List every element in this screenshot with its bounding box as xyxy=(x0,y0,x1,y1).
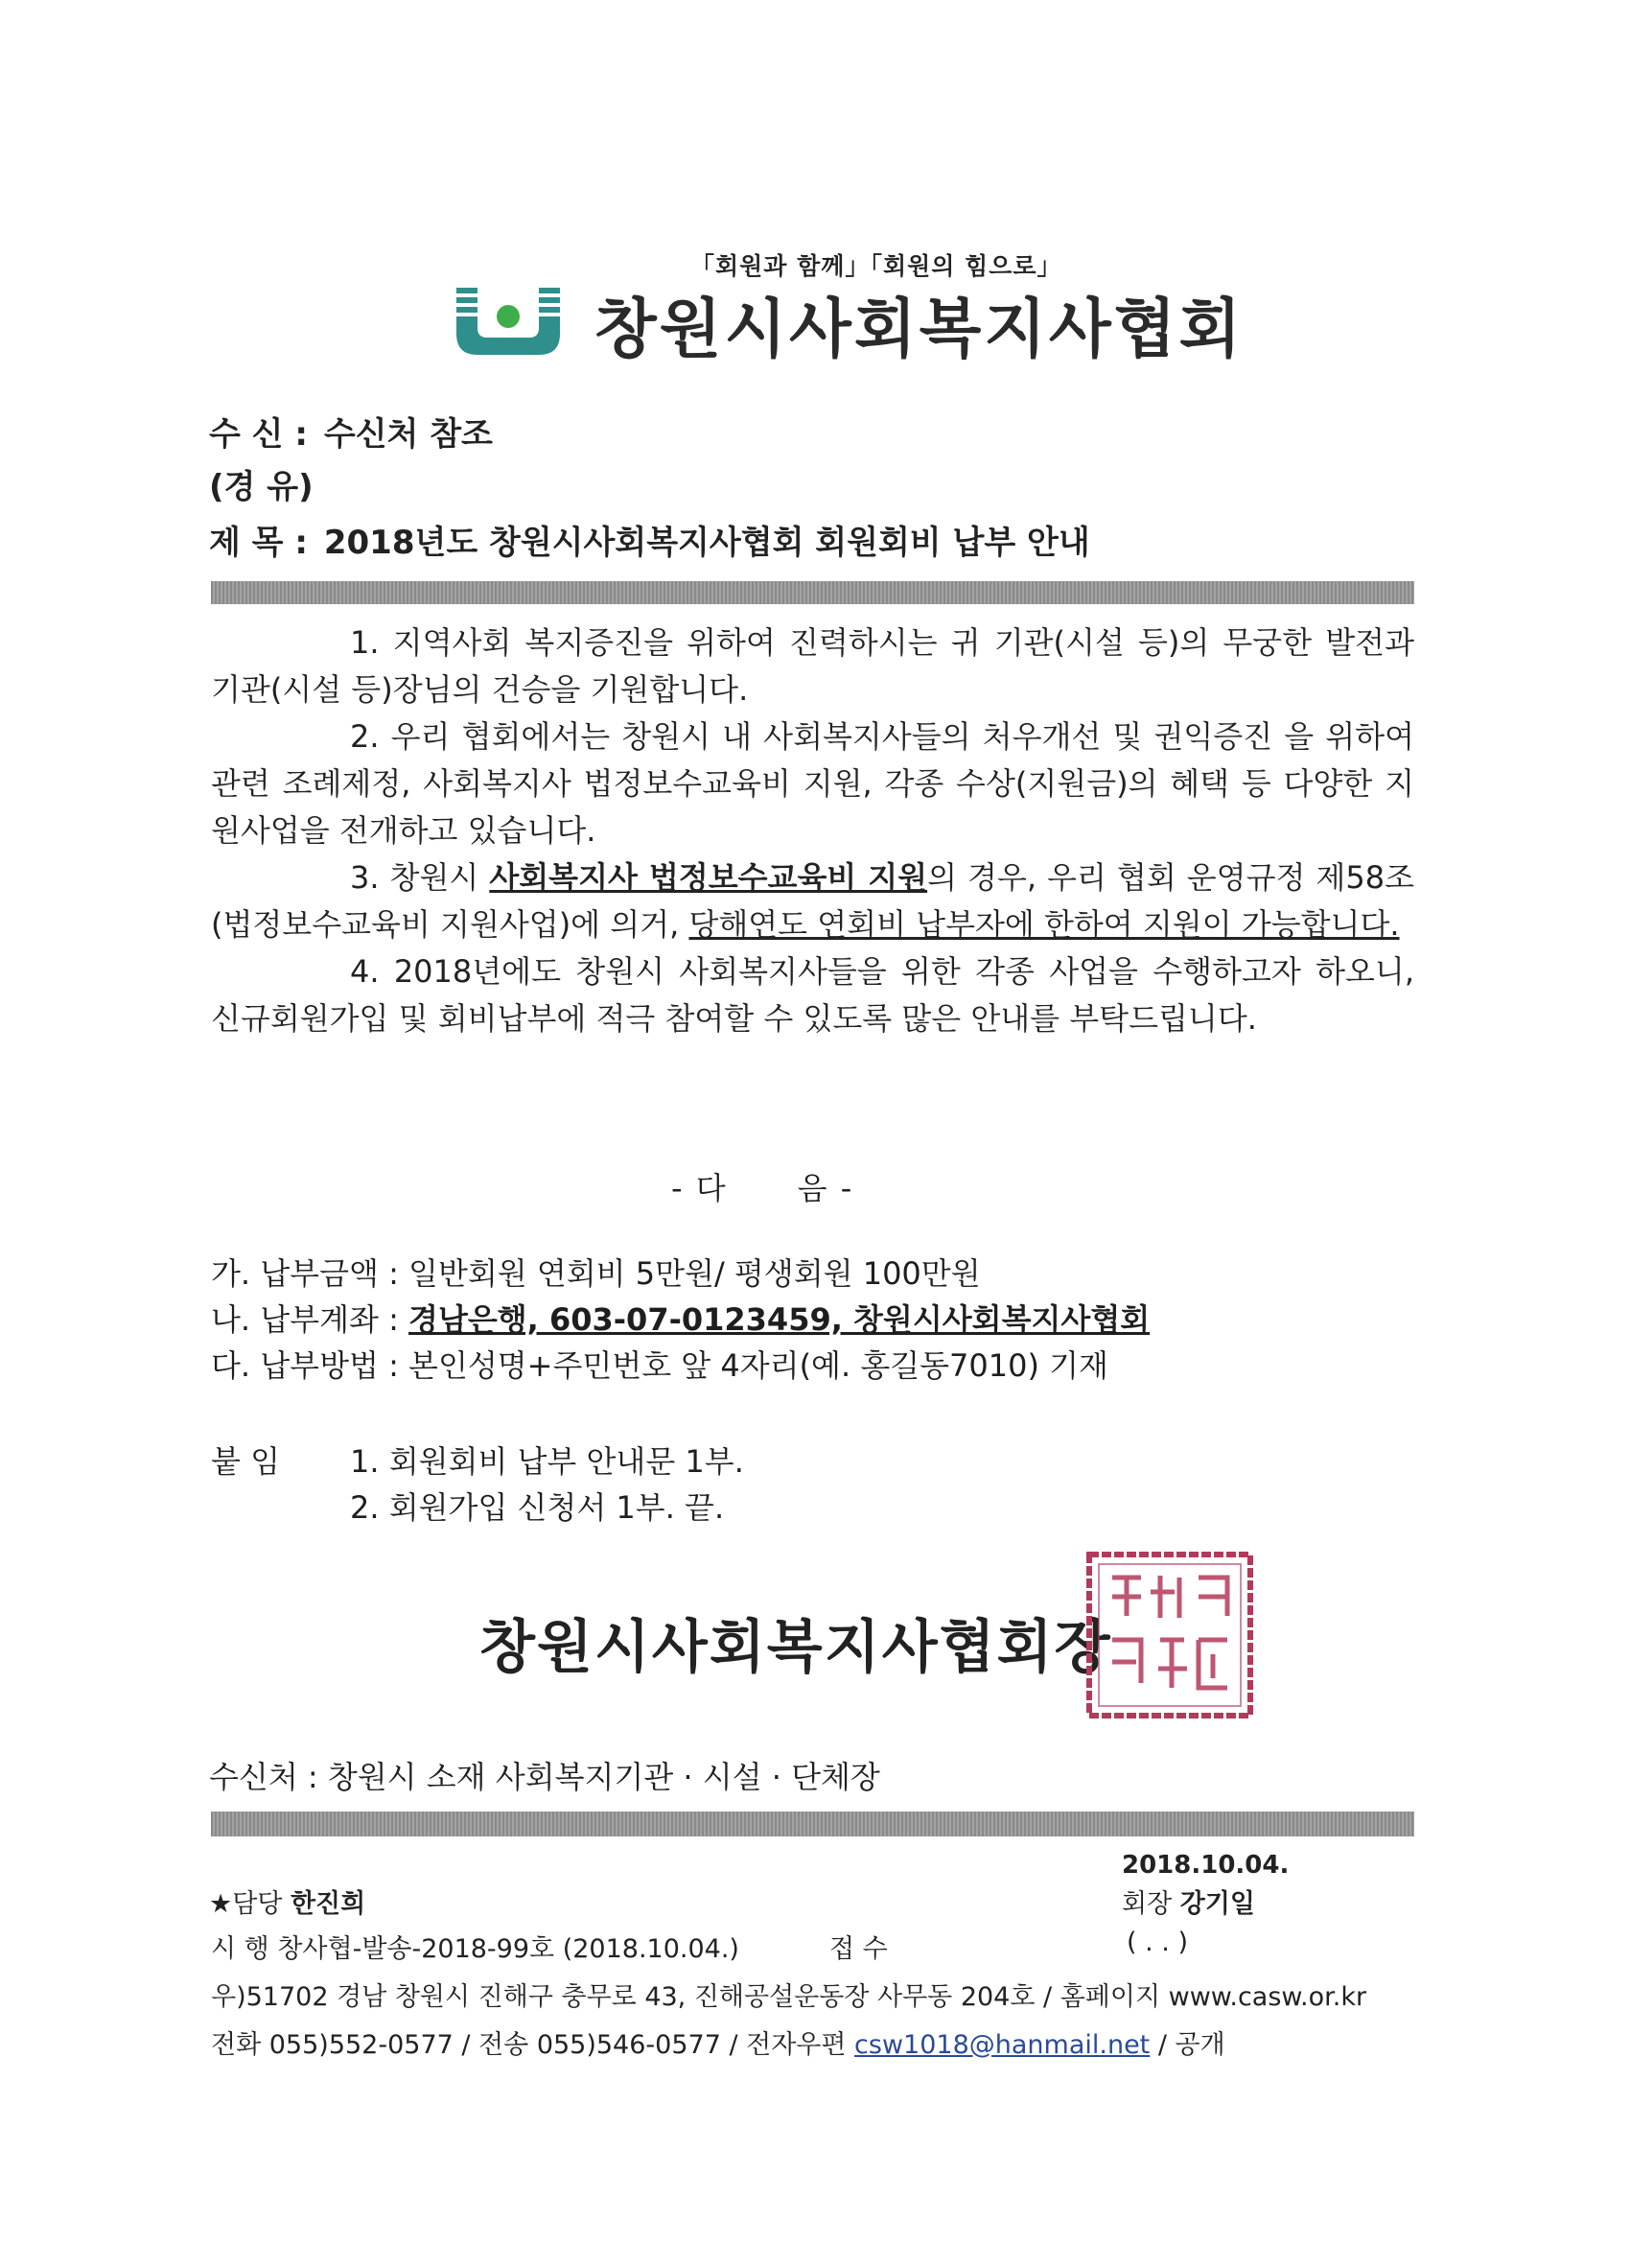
recipient-label: 수 신 : xyxy=(209,415,308,454)
paragraph-1: 1. 지역사회 복지증진을 위하여 진력하시는 귀 기관(시설 등)의 무궁한 발전과 기관(시설 등)장님의 건승을 기원합니다. xyxy=(211,624,1414,708)
body-text xyxy=(211,620,1414,1042)
organization-title: 창원시사회복지사협회 xyxy=(594,292,1245,366)
item-account xyxy=(211,1297,1150,1343)
chair-name: 강기일 xyxy=(1179,1889,1256,1919)
account-value: 경남은행, 603-07-0123459, 창원시사회복지사협회 xyxy=(408,1301,1151,1338)
signer-title: 창원시사회복지사협회장 xyxy=(479,1614,1112,1681)
attachment-item-1: 1. 회원회비 납부 안내문 1부. xyxy=(350,1443,744,1480)
via-line: (경 유) xyxy=(209,468,314,506)
p3-emphasis: 사회복지사 법정보수교육비 지원 xyxy=(489,859,928,896)
p3-part-c: 의 경우, 우리 협회 운영규정 제58조(법정보수교육비 지원사업)에 의거, xyxy=(211,859,1414,943)
slogan: 「회원과 함께」「회원의 힘으로」 xyxy=(690,252,1062,280)
item-amount: 가. 납부금액 : 일반회원 연회비 5만원/ 평생회원 100만원 xyxy=(211,1255,981,1292)
top-divider-bar xyxy=(211,581,1414,604)
receipt-date-blank: ( . . ) xyxy=(1127,1928,1188,1957)
paragraph-3 xyxy=(211,854,1414,948)
paragraph-2: 2. 우리 협회에서는 창원시 내 사회복지사들의 처우개선 및 권익증진 을 위하여 관련 조례제정, 사회복지사 법정보수교육비 지원, 각종 수상(지원금)의 혜택 등 다양한 지원사업을 전개하고 있습니다. xyxy=(211,718,1414,849)
item-method: 다. 납부방법 : 본인성명+주민번호 앞 4자리(예. 홍길동7010) 기재 xyxy=(211,1347,1108,1384)
p3-underlined: 당해연도 연회비 납부자에 한하여 지원이 가능합니다. xyxy=(688,906,1400,943)
subject-value: 2018년도 창원시사회복지사협회 회원회비 납부 안내 xyxy=(323,524,1090,562)
attachment-line-1 xyxy=(211,1438,744,1485)
address-line: 우)51702 경남 창원시 진해구 충무로 43, 진해공설운동장 사무동 204호 / 홈페이지 www.casw.or.kr xyxy=(211,1982,1367,2012)
staff-label: ★담당 xyxy=(209,1889,283,1919)
recipient-line xyxy=(209,408,493,455)
execution-number: 시 행 창사협-발송-2018-99호 (2018.10.04.) xyxy=(211,1934,739,1964)
account-label: 나. 납부계좌 : xyxy=(211,1301,409,1338)
subject-label: 제 목 : xyxy=(209,524,308,562)
issue-date: 2018.10.04. xyxy=(1122,1851,1290,1880)
recipients-line: 수신처 : 창원시 소재 사회복지기관 · 시설 · 단체장 xyxy=(209,1759,880,1795)
paragraph-4: 4. 2018년에도 창원시 사회복지사들을 위한 각종 사업을 수행하고자 하오니, 신규회원가입 및 회비납부에 적극 참여할 수 있도록 많은 안내를 부탁드립니다. xyxy=(211,953,1414,1037)
official-seal-icon xyxy=(1083,1549,1256,1721)
email-link[interactable]: csw1018@hanmail.net xyxy=(854,2030,1151,2060)
p3-part-a: 3. 창원시 xyxy=(350,859,490,896)
receipt-label: 접 수 xyxy=(829,1934,888,1964)
association-logo-icon xyxy=(456,288,560,355)
attachment-label: 붙 임 xyxy=(211,1443,280,1480)
contact-line xyxy=(211,2023,1225,2061)
disclosure-label: / 공개 xyxy=(1150,2030,1225,2060)
contact-phone-fax: 전화 055)552-0577 / 전송 055)546-0577 / 전자우편 xyxy=(211,2030,855,2060)
attachment-item-2: 2. 회원가입 신청서 1부. 끝. xyxy=(350,1489,725,1526)
section-divider-label: - 다 음 - xyxy=(671,1170,854,1206)
staff-name: 한진희 xyxy=(290,1889,366,1919)
payment-items xyxy=(211,1251,1150,1389)
chair-line xyxy=(1122,1882,1255,1920)
chair-label: 회장 xyxy=(1122,1889,1173,1919)
subject-line xyxy=(209,516,1090,563)
staff-line xyxy=(209,1882,365,1920)
attachments xyxy=(211,1438,744,1531)
bottom-divider-bar xyxy=(211,1812,1414,1836)
recipient-value: 수신처 참조 xyxy=(323,415,493,454)
